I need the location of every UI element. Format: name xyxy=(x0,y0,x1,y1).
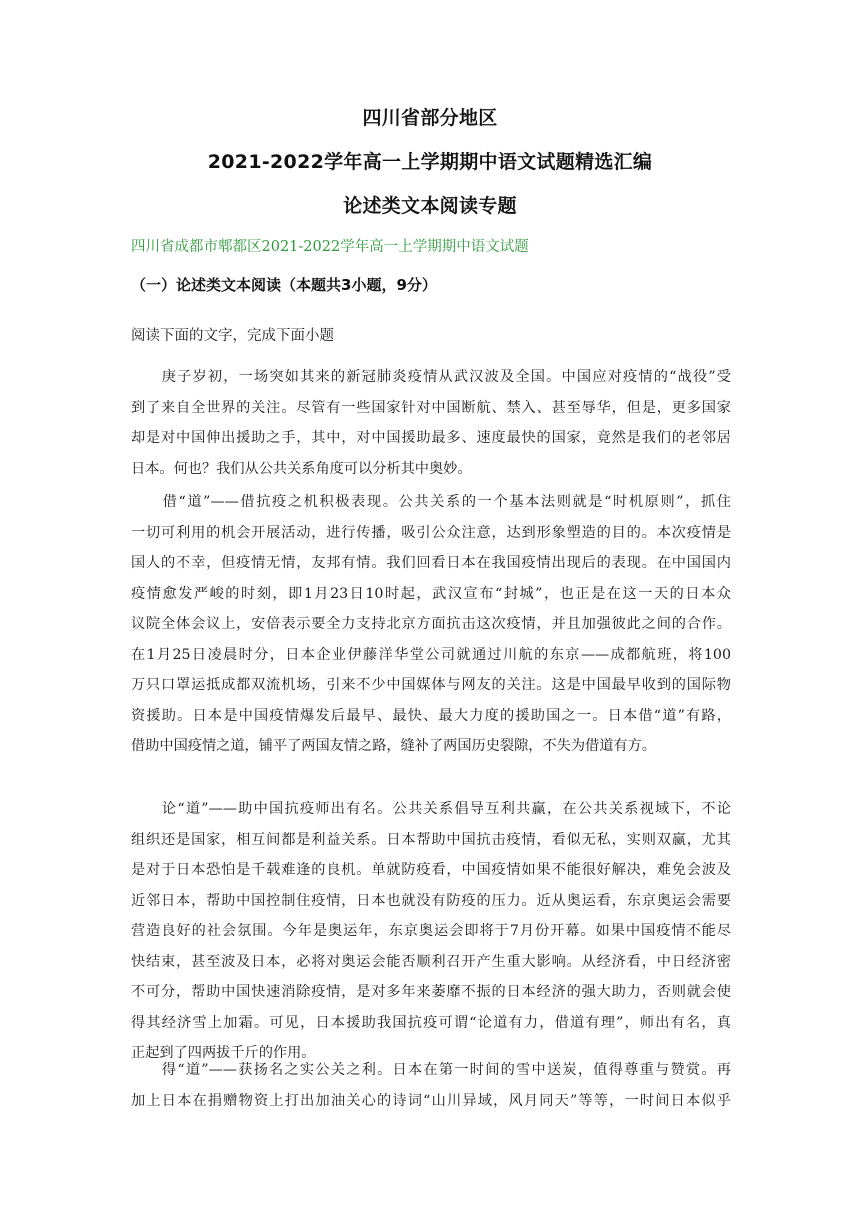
paragraph-line: 在1月25日凌晨时分，日本企业伊藤洋华堂公司就通过川航的东京——成都航班，将100 xyxy=(131,646,731,663)
section-heading: （一）论述类文本阅读（本题共3小题，9分） xyxy=(131,276,437,294)
paragraph-line: 到了来自全世界的关注。尽管有一些国家针对中国断航、禁入、甚至辱华，但是，更多国家 xyxy=(131,399,731,416)
reading-instruction: 阅读下面的文字，完成下面小题 xyxy=(131,328,334,344)
paragraph-line: 万只口罩运抵成都双流机场，引来不少中国媒体与网友的关注。这是中国最早收到的国际物 xyxy=(131,677,731,693)
paragraph-line: 组织还是国家，相互间都是利益关系。日本帮助中国抗击疫情，看似无私，实则双赢，尤其 xyxy=(131,831,731,848)
paragraph-line: 一切可利用的机会开展活动，进行传播，吸引公众注意，达到形象塑造的目的。本次疫情是 xyxy=(131,524,731,541)
paragraph-line: 议院全体会议上，安倍表示要全力支持北京方面抗击这次疫情，并且加强彼此之间的合作。 xyxy=(131,616,731,632)
paragraph-line: 资援助。日本是中国疫情爆发后最早、最快、最大力度的援助国之一。日本借“道”有路， xyxy=(131,707,731,724)
paragraph-line: 论“道”——助中国抗疫师出有名。公共关系倡导互利共赢，在公共关系视域下，不论 xyxy=(131,801,731,817)
paragraph-intro xyxy=(131,362,731,484)
paragraph-discuss-dao xyxy=(131,794,731,1069)
paragraph-line: 加上日本在捐赠物资上打出加油关心的诗词“山川异域，风月同天”等等，一时间日本似乎 xyxy=(131,1092,731,1109)
title-exam: 2021-2022学年高一上学期期中语文试题精选汇编 xyxy=(207,151,653,173)
paragraph-line: 借助中国疫情之道，铺平了两国友情之路，缝补了两国历史裂隙，不失为借道有方。 xyxy=(131,738,656,754)
paragraph-gain-dao xyxy=(131,1055,731,1116)
paragraph-line: 国人的不幸，但疫情无情，友邦有情。我们回看日本在我国疫情出现后的表现。在中国国内 xyxy=(131,555,731,571)
paragraph-line: 得其经济雪上加霜。可见，日本援助我国抗疫可谓“论道有力，借道有理”，师出有名，真 xyxy=(131,1014,731,1031)
paragraph-line: 是对于日本恐怕是千载难逢的良机。单就防疫看，中国疫情如果不能很好解决，难免会波及 xyxy=(131,862,731,878)
title-topic: 论述类文本阅读专题 xyxy=(343,195,517,217)
paragraph-line: 正起到了四两拔千斤的作用。 xyxy=(131,1045,316,1061)
paragraph-line: 却是对中国伸出援助之手，其中，对中国援助最多、速度最快的国家，竟然是我们的老邻居 xyxy=(131,430,731,446)
title-region: 四川省部分地区 xyxy=(362,107,498,129)
paragraph-line: 近邻日本，帮助中国控制住疫情，日本也就没有防疫的压力。近从奥运看，东京奥运会需要 xyxy=(131,892,731,909)
source-note: 四川省成都市郫都区2021-2022学年高一上学期期中语文试题 xyxy=(131,239,529,255)
paragraph-line: 疫情愈发严峻的时刻，即1月23日10时起，武汉宣布“封城”，也正是在这一天的日本众 xyxy=(131,585,731,602)
paragraph-line: 营造良好的社会氛围。今年是奥运年，东京奥运会即将于7月份开幕。如果中国疫情不能尽 xyxy=(131,923,731,939)
paragraph-line: 得“道”——获扬名之实公关之利。日本在第一时间的雪中送炭，值得尊重与赞赏。再 xyxy=(131,1062,731,1078)
paragraph-line: 不可分，帮助中国快速消除疫情，是对多年来萎靡不振的日本经济的强大助力，否则就会使 xyxy=(131,984,731,1000)
paragraph-borrow-dao xyxy=(131,487,731,762)
paragraph-line: 借“道”——借抗疫之机积极表现。公共关系的一个基本法则就是“时机原则”，抓住 xyxy=(131,494,731,510)
paragraph-line: 日本。何也？我们从公共关系角度可以分析其中奥妙。 xyxy=(131,460,472,477)
paragraph-line: 庚子岁初，一场突如其来的新冠肺炎疫情从武汉波及全国。中国应对疫情的“战役”受 xyxy=(131,369,731,385)
paragraph-line: 快结束，甚至波及日本，必将对奥运会能否顺利召开产生重大影响。从经济看，中日经济密 xyxy=(131,953,731,970)
